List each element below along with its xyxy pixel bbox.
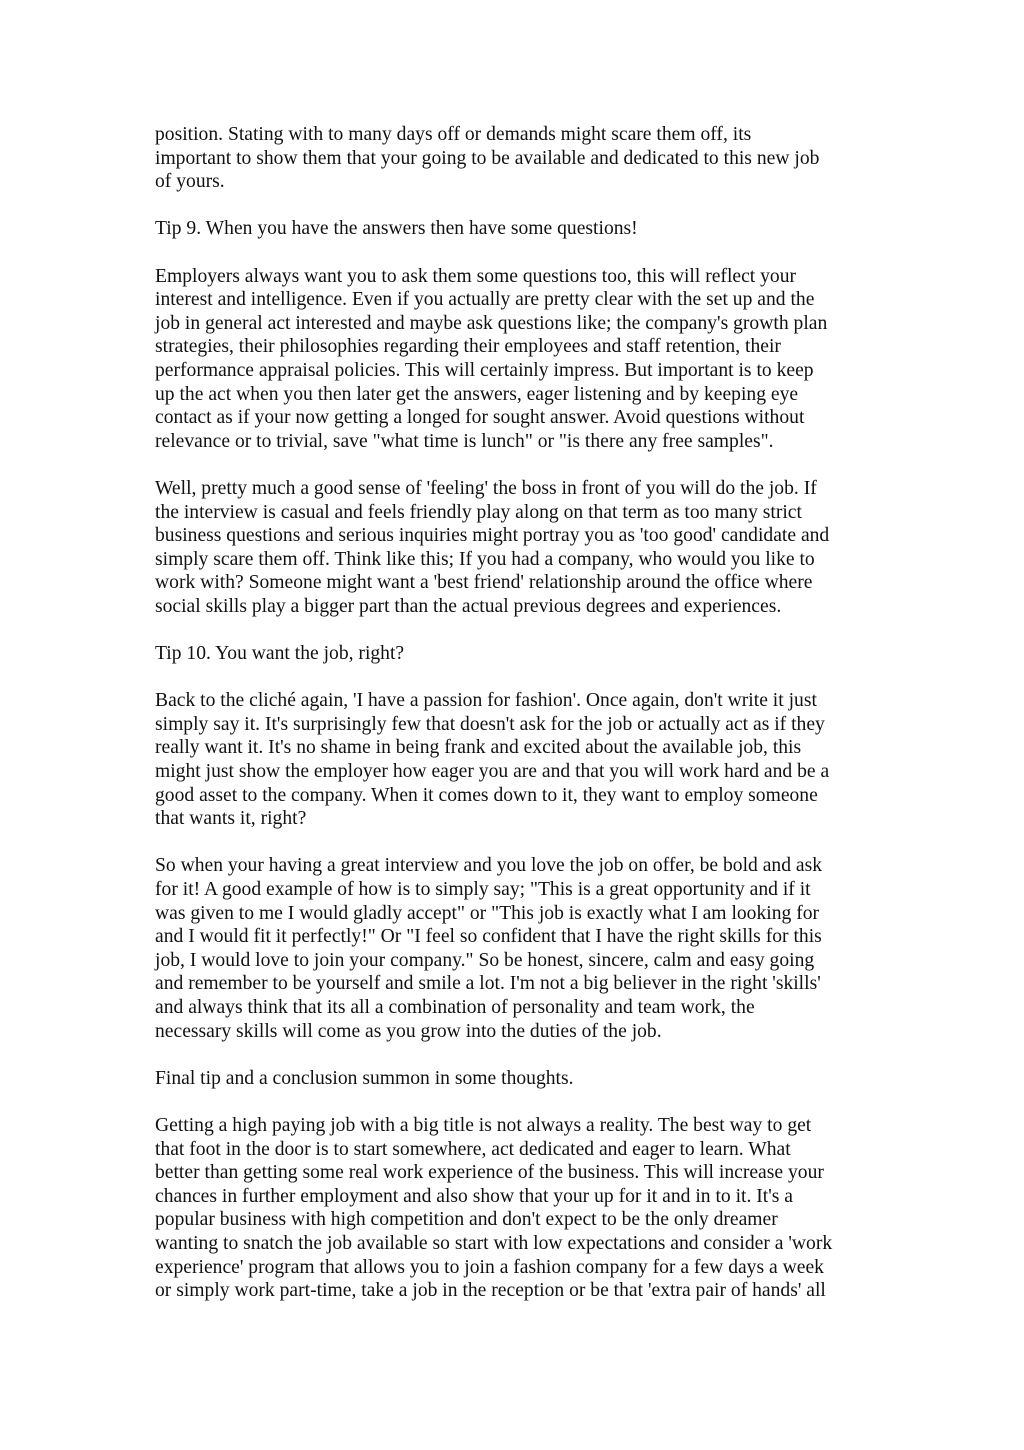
text-line: job, I would love to join your company." So be honest, sincere, calm and easy going	[155, 949, 815, 971]
text-line: that wants it, right?	[155, 808, 307, 830]
text-line: job in general act interested and maybe ask questions like; the company's growth plan	[155, 312, 828, 334]
text-line: important to show them that your going to be available and dedicated to this new job	[155, 147, 820, 169]
paragraph-passion-for-fashion	[155, 689, 895, 831]
text-line: popular business with high competition and don't expect to be the only dreamer	[155, 1209, 778, 1231]
text-line: and always think that its all a combination of personality and team work, the	[155, 996, 755, 1018]
paragraph-position-continuation	[155, 123, 895, 194]
text-line: social skills play a bigger part than the actual previous degrees and experiences.	[155, 595, 782, 617]
text-line: better than getting some real work experience of the business. This will increase your	[155, 1162, 824, 1184]
paragraph-feeling-the-boss	[155, 477, 895, 619]
tip-10-heading	[155, 642, 895, 666]
text-line: was given to me I would gladly accept" or "This job is exactly what I am looking for	[155, 902, 820, 924]
text-line: and I would fit it perfectly!" Or "I feel so confident that I have the right skills for this	[155, 926, 822, 948]
text-line: strategies, their philosophies regarding their employees and staff retention, their	[155, 336, 781, 358]
text-line: contact as if your now getting a longed for sought answer. Avoid questions without	[155, 407, 805, 429]
text-line: chances in further employment and also show that your up for it and in to it. It's a	[155, 1185, 794, 1207]
text-line: Getting a high paying job with a big title is not always a reality. The best way to get	[155, 1114, 812, 1136]
text-line: that foot in the door is to start somewhere, act dedicated and eager to learn. What	[155, 1138, 791, 1160]
tip-9-heading	[155, 217, 895, 241]
text-line: Employers always want you to ask them some questions too, this will reflect your	[155, 265, 797, 287]
paragraph-ask-for-it	[155, 854, 895, 1043]
paragraph-employers-questions	[155, 265, 895, 454]
text-line: and remember to be yourself and smile a lot. I'm not a big believer in the right 'skills'	[155, 973, 821, 995]
text-line: position. Stating with to many days off or demands might scare them off, its	[155, 124, 752, 145]
text-line: or simply work part-time, take a job in the reception or be that 'extra pair of hands' all	[155, 1280, 826, 1302]
text-line: Back to the cliché again, 'I have a passion for fashion'. Once again, don't write it just	[155, 690, 817, 712]
text-line: necessary skills will come as you grow into the duties of the job.	[155, 1020, 662, 1042]
text-line: work with? Someone might want a 'best friend' relationship around the office where	[155, 572, 813, 594]
text-line: Final tip and a conclusion summon in some thoughts.	[155, 1067, 574, 1089]
text-line: business questions and serious inquiries might portray you as 'too good' candidate and	[155, 525, 830, 547]
text-line: Well, pretty much a good sense of 'feeling' the boss in front of you will do the job. If	[155, 477, 817, 499]
text-line: simply scare them off. Think like this; If you had a company, who would you like to	[155, 548, 815, 570]
text-line: of yours.	[155, 171, 225, 193]
paragraph-conclusion	[155, 1114, 895, 1303]
text-line: wanting to snatch the job available so start with low expectations and consider a 'work	[155, 1232, 833, 1254]
text-line: relevance or to trivial, save "what time is lunch" or "is there any free samples".	[155, 430, 774, 452]
document-body	[155, 123, 895, 1326]
text-line: good asset to the company. When it comes down to it, they want to employ someone	[155, 784, 818, 806]
text-line: interest and intelligence. Even if you actually are pretty clear with the set up and the	[155, 289, 815, 311]
text-line: Tip 9. When you have the answers then have some questions!	[155, 218, 638, 240]
text-line: experience' program that allows you to join a fashion company for a few days a week	[155, 1256, 824, 1278]
text-line: might just show the employer how eager you are and that you will work hard and be a	[155, 761, 830, 783]
text-line: the interview is casual and feels friendly play along on that term as too many strict	[155, 501, 802, 523]
text-line: performance appraisal policies. This will certainly impress. But important is to keep	[155, 359, 814, 381]
text-line: up the act when you then later get the answers, eager listening and by keeping eye	[155, 383, 799, 405]
text-line: Tip 10. You want the job, right?	[155, 643, 405, 665]
text-line: simply say it. It's surprisingly few that doesn't ask for the job or actually act as if they	[155, 713, 825, 735]
final-tip-heading	[155, 1067, 895, 1091]
text-line: So when your having a great interview and you love the job on offer, be bold and ask	[155, 855, 823, 877]
text-line: really want it. It's no shame in being frank and excited about the available job, this	[155, 737, 802, 759]
text-line: for it! A good example of how is to simply say; "This is a great opportunity and if it	[155, 879, 811, 900]
